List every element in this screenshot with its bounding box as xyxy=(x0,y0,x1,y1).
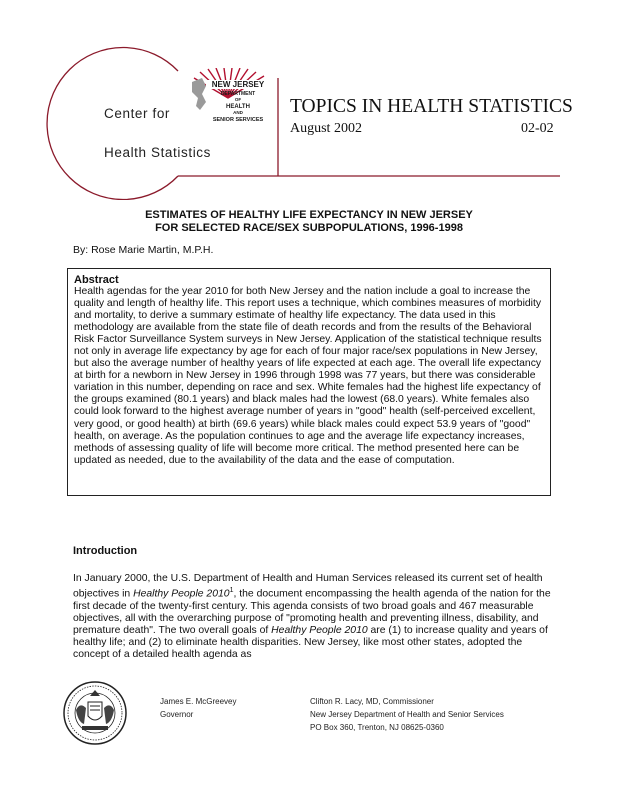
footnote-ref: 1 xyxy=(229,587,234,595)
abstract-text: Health agendas for the year 2010 for both New Jersey and the nation include a goal to increase the quality and length of healthy life. This report uses a technique, which combines measures of morbidity and mortality, to derive a summary estimate of healthy life expectancy. The data used in this methodology are available from the state file of death records and from the results of the Behavioral Risk Factor Surveillance System surveys in New Jersey. Application of the statistical technique results not only in average life expectancy by age for each of four major race/sex populations in New Jersey, but also the average number of healthy years of life expected at each age. The overall life expectancy at birth for a newborn in New Jersey in 1996 through 1998 was 77 years, but there was considerable variation in this number, depending on race and sex. White females had the highest life expectancy of the groups examined (80.1 years) and black males had the lowest (68.0 years). White females also could look forward to the highest average number of years in "good" health (self-perceived excellent, very good, or good health) at birth (69.6 years) while black males could expect 53.9 years of "good" health, on average. As the population continues to age and the average life expectancy increases, methods of assessing quality of life will become more critical. The method presented here can be updated as needed, due to the availability of the data and the ease of computation. xyxy=(74,286,542,466)
author-byline: By: Rose Marie Martin, M.P.H. xyxy=(73,244,214,256)
logo-text-of: OF xyxy=(234,97,242,102)
introduction-heading: Introduction xyxy=(73,545,138,557)
commissioner-block xyxy=(310,695,504,734)
center-for-label: Center for xyxy=(104,106,171,121)
issue-number: 02-02 xyxy=(521,121,554,136)
intro-text-c: are (1) to increase quality and years of healthy life; and (2) to eliminate health disparities. New Jersey, like most other states, adopted the concept of a detailed health agenda as xyxy=(73,624,548,661)
logo-text-dept: DEPARTMENT xyxy=(220,91,256,97)
department-address: PO Box 360, Trenton, NJ 08625-0360 xyxy=(310,723,444,732)
governor-name: James E. McGreevey xyxy=(160,697,237,706)
nj-state-seal xyxy=(62,680,128,746)
abstract-heading: Abstract xyxy=(74,274,119,286)
logo-text-senior: SENIOR SERVICES xyxy=(212,117,264,123)
publication-title: TOPICS IN HEALTH STATISTICS xyxy=(290,96,573,117)
introduction-paragraph xyxy=(73,573,551,661)
governor-block xyxy=(160,695,236,721)
logo-text-nj: NEW JERSEY xyxy=(211,80,265,89)
health-statistics-label: Health Statistics xyxy=(104,145,211,160)
intro-text-a: In January 2000, the U.S. Department of Health and Human Services released its current set of health objectives in xyxy=(73,573,543,600)
issue-date: August 2002 xyxy=(290,121,362,136)
logo-text-health: HEALTH xyxy=(226,104,250,110)
commissioner-name: Clifton R. Lacy, MD, Commissioner xyxy=(310,697,434,706)
healthy-people-title: Healthy People 2010 xyxy=(133,588,230,600)
department-name: New Jersey Department of Health and Senior Services xyxy=(310,710,504,719)
intro-text-b: , the document encompassing the health agenda of the nation for the first decade of the twenty-first century. This agenda consists of two broad goals and 467 measurable objectives, all with the overarching purpose of "promoting health and preventing illness, disability, and premature death". The two overall goals of xyxy=(73,588,551,636)
njdhss-logo xyxy=(188,68,274,126)
logo-text-and: AND xyxy=(233,110,243,115)
abstract-box xyxy=(67,268,551,496)
report-title-line1: ESTIMATES OF HEALTHY LIFE EXPECTANCY IN NEW JERSEY xyxy=(145,209,473,221)
report-title-line2: FOR SELECTED RACE/SEX SUBPOPULATIONS, 1996-1998 xyxy=(155,222,463,234)
governor-title: Governor xyxy=(160,710,194,719)
healthy-people-title-2: Healthy People 2010 xyxy=(271,624,368,636)
